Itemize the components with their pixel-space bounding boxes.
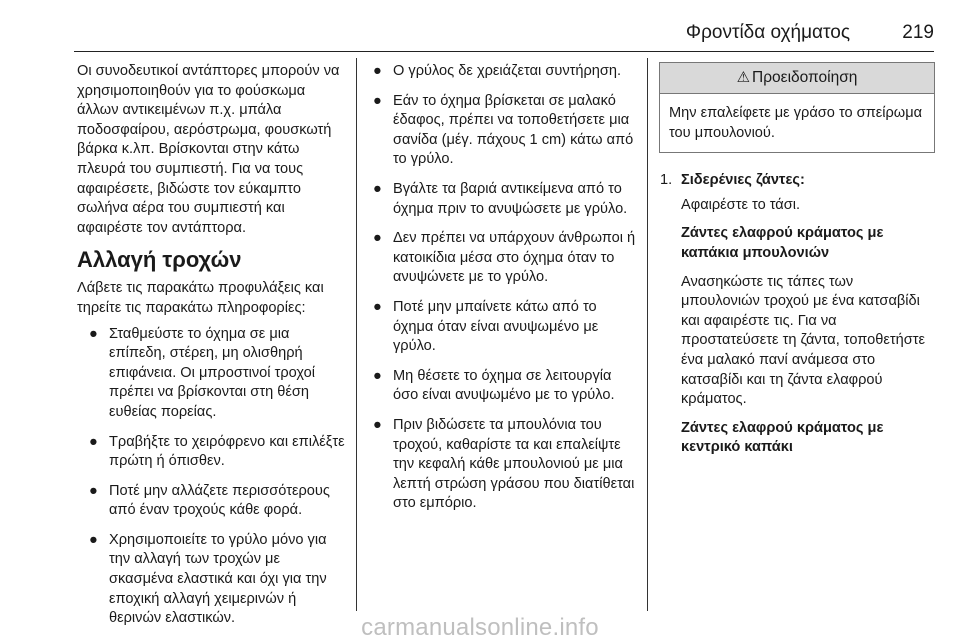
list-item: ● Τραβήξτε το χειρόφρενο και επιλέξτε πρώτη ή όπισθεν.	[89, 433, 345, 470]
jack-precautions-list	[368, 62, 636, 514]
list-item: ● Ο γρύλος δε χρειάζεται συντήρηση.	[373, 63, 622, 79]
page-number: 219	[902, 22, 934, 43]
step-1	[659, 171, 935, 458]
list-item: ● Σταθμεύστε το όχημα σε μια επίπεδη, στέρεη, μη ολισθηρή επιφάνεια. Οι μπροστινοί τροχοί πρέπει να βρίσκονται στη θέση ευθείας πορείας.	[89, 325, 315, 420]
list-item: ● Χρησιμοποιείτε το γρύλο μόνο για την αλλαγή των τροχών με σκασμένα ελαστικά και όχι για την εποχική αλλαγή χειμερινών ή θερινών ελαστικών.	[89, 531, 327, 627]
column-3	[659, 62, 935, 467]
list-item: ● Ποτέ μην μπαίνετε κάτω από το όχημα όταν είναι ανυψωμένο με γρύλο.	[373, 298, 599, 355]
header-rule	[74, 51, 934, 52]
column-divider-right	[647, 58, 648, 611]
column-1	[77, 62, 345, 639]
section-heading: Αλλαγή τροχών	[77, 247, 242, 273]
list-item: ● Βγάλτε τα βαριά αντικείμενα από το όχημα πριν το ανυψώσετε με γρύλο.	[373, 180, 628, 217]
warning-box	[659, 62, 935, 153]
intro-paragraph: Οι συνοδευτικοί αντάπτορες μπορούν να χρησιμοποιηθούν για το φούσκωμα άλλων αντικειμένων π.χ. μπάλα ποδοσφαίρου, αερόστρωμα, φουσκωτή βάρκα κ.λπ. Βρίσκονται στην κάτω πλευρά του συμπιεστή. Για να τους αφαιρέσετε, βιδώστε τον εύκαμπτο σωλήνα αέρα του συμπιεστή και αφαιρέστε τον αντάπτορα.	[77, 63, 340, 236]
step-text: Ανασηκώστε τις τάπες των μπουλονιών τροχού με ένα κατσαβίδι και αφαιρέστε τις. Για να προστατεύσετε τη ζάντα, τοποθετήστε ένα μαλακό πανί ανάμεσα στο κατσαβίδι και τη ζάντα ελαφρού κράματος.	[681, 273, 926, 408]
subheading-alloy-center-cap: Ζάντες ελαφρού κράματος με κεντρικό καπάκι	[681, 419, 884, 456]
list-item: ● Πριν βιδώσετε τα μπουλόνια του τροχού, καθαρίστε τα και επαλείψτε την κεφαλή κάθε μπουλονιού με μια λεπτή στρώση γράσου που διατίθεται στο εμπόριο.	[373, 416, 635, 512]
subheading-alloy-caps: Ζάντες ελαφρού κράματος με καπάκια μπουλονιών	[681, 225, 884, 261]
list-item: ● Εάν το όχημα βρίσκεται σε μαλακό έδαφος, πρέπει να τοποθετήσετε μια σανίδα (μέγ. πάχους 1 cm) κάτω από το γρύλο.	[373, 92, 634, 168]
column-2	[368, 62, 636, 524]
step-text: Αφαιρέστε το τάσι.	[681, 196, 801, 213]
warning-title: Προειδοποίηση	[752, 69, 858, 86]
section-intro: Λάβετε τις παρακάτω προφυλάξεις και τηρείτε τις παρακάτω πληροφορίες:	[77, 280, 324, 316]
list-item: ● Δεν πρέπει να υπάρχουν άνθρωποι ή κατοικίδια μέσα στο όχημα όταν το ανυψώνετε με το γρύλο.	[373, 230, 636, 286]
precautions-list	[82, 325, 345, 629]
warning-header	[660, 63, 934, 93]
step-number: 1.	[660, 172, 673, 189]
list-item: ● Μη θέσετε το όχημα σε λειτουργία όσο είναι ανυψωμένο με το γρύλο.	[373, 367, 615, 404]
page-header-title: Φροντίδα οχήματος	[685, 22, 850, 43]
watermark: carmanualsonline.info	[361, 614, 599, 641]
step-title: Σιδερένιες ζάντες:	[681, 172, 805, 189]
warning-triangle-icon: ⚠	[736, 69, 751, 86]
column-divider-left	[356, 58, 357, 611]
list-item: ● Ποτέ μην αλλάζετε περισσότερους από έναν τροχούς κάθε φορά.	[89, 482, 330, 519]
warning-text: Μην επαλείφετε με γράσο το σπείρωμα του μπουλονιού.	[660, 93, 934, 152]
